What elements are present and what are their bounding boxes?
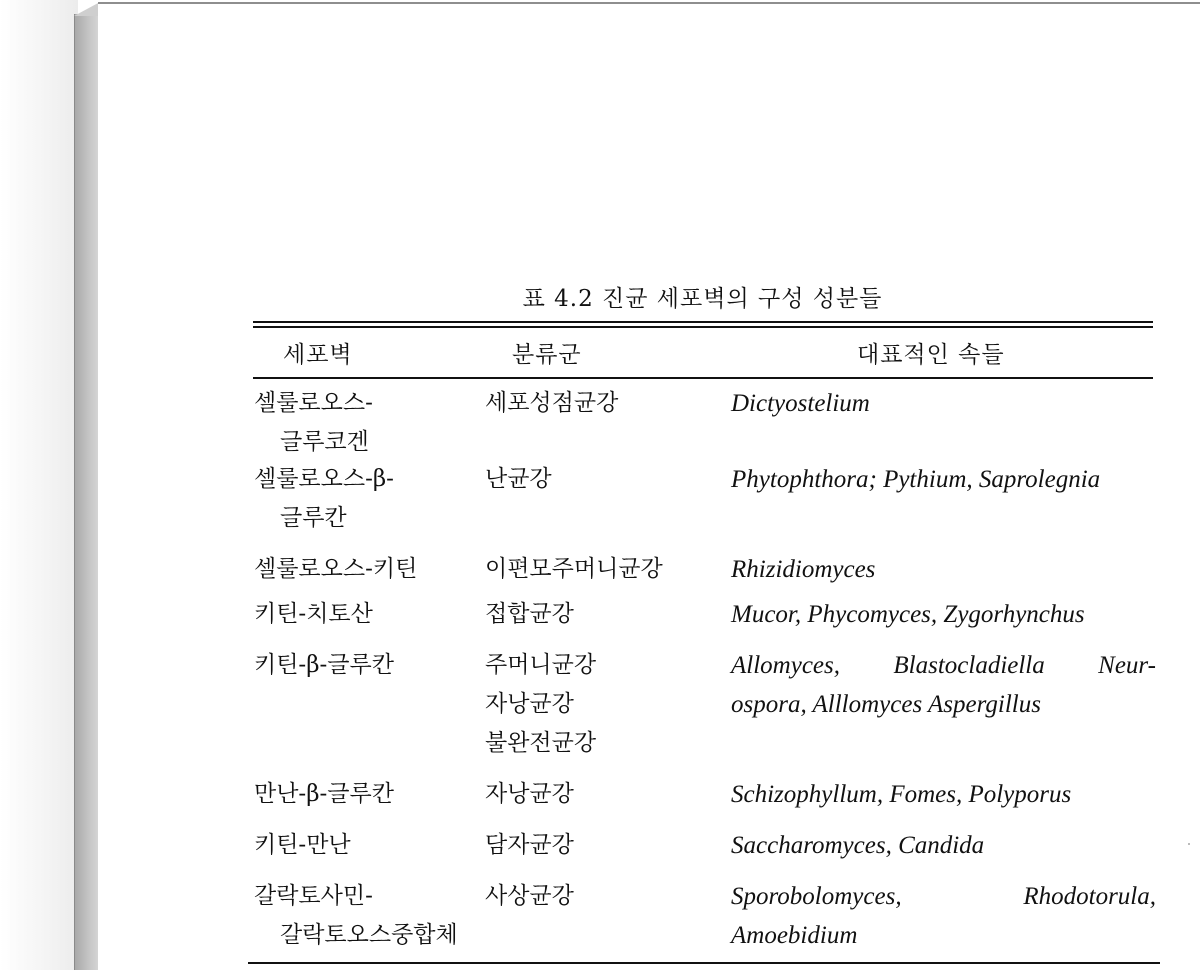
cell-text-line: ospora, Alllomyces Aspergillus <box>731 691 1041 718</box>
cell-text-line: 키틴-만난 <box>254 832 351 858</box>
cell-text-line: 세포성점균강 <box>485 390 619 416</box>
column-header-taxon: 분류군 <box>512 342 582 368</box>
cell-taxon <box>485 384 725 423</box>
cell-wall-composition <box>254 775 474 814</box>
cell-text-line: 자낭균강 <box>485 781 574 807</box>
cell-text-line: Rhizidiomyces <box>731 556 876 583</box>
cell-text-line: 담자균강 <box>485 832 574 858</box>
cell-wall-composition <box>254 646 474 685</box>
cell-text-line: 갈락토사민- <box>254 883 373 909</box>
table-caption: 표 4.2 진균 세포벽의 구성 성분들 <box>522 286 883 312</box>
cell-text-line: Allomyces, Blastocladiella Neur- <box>731 652 1156 679</box>
cell-text-line: 키틴-β-글루칸 <box>254 652 394 678</box>
cell-taxon <box>485 595 725 634</box>
cell-genera <box>731 775 1156 814</box>
cell-genera <box>731 595 1156 634</box>
cell-wall-composition <box>254 384 474 462</box>
cell-genera <box>731 877 1156 955</box>
cell-genera <box>731 550 1156 589</box>
page-edge-shadow <box>0 0 78 970</box>
cell-text-line: 주머니균강 <box>485 652 597 678</box>
cell-text-line: 사상균강 <box>485 883 574 909</box>
table-top-rule-double <box>253 326 1153 328</box>
cell-text-line: Schizophyllum, Fomes, Polyporus <box>731 781 1072 808</box>
cell-text-line: Dictyostelium <box>731 390 870 417</box>
cell-text-line: 셀룰로오스-β- <box>254 466 394 492</box>
cell-text-line: 불완전균강 <box>485 730 597 756</box>
cell-wall-composition <box>254 550 474 589</box>
cell-text-line: 셀룰로오스- <box>254 390 373 416</box>
cell-taxon <box>485 775 725 814</box>
cell-text-line: 이편모주머니균강 <box>485 556 663 582</box>
cell-wall-composition <box>254 826 474 865</box>
page-spine <box>74 14 99 970</box>
cell-text-line: Sporobolomyces, Rhodotorula, <box>731 883 1156 910</box>
cell-genera <box>731 460 1156 499</box>
cell-taxon <box>485 826 725 865</box>
column-header-cell-wall: 세포벽 <box>283 342 353 368</box>
cell-text-line: 글루칸 <box>280 505 347 531</box>
cell-text-line: 난균강 <box>485 466 552 492</box>
scan-speck <box>1188 843 1190 845</box>
cell-taxon <box>485 460 725 499</box>
cell-wall-composition <box>254 460 474 538</box>
cell-text-line: Amoebidium <box>731 922 858 949</box>
table-bottom-rule <box>248 962 1160 964</box>
cell-genera <box>731 384 1156 423</box>
cell-genera <box>731 826 1156 865</box>
cell-text-line: 접합균강 <box>485 601 574 627</box>
cell-wall-composition <box>254 877 474 955</box>
header-rule <box>253 377 1153 379</box>
table-top-rule <box>253 321 1153 323</box>
cell-text-line: 갈락토오스중합체 <box>280 922 458 948</box>
cell-text-line: 셀룰로오스-키틴 <box>254 556 418 582</box>
cell-text-line: Mucor, Phycomyces, Zygorhynchus <box>731 601 1085 628</box>
cell-text-line: 만난-β-글루칸 <box>254 781 394 807</box>
cell-genera <box>731 646 1156 724</box>
cell-taxon <box>485 646 725 763</box>
cell-text-line: 글루코겐 <box>280 429 369 455</box>
column-header-genera: 대표적인 속들 <box>857 342 1005 368</box>
cell-text-line: Phytophthora; Pythium, Saprolegnia <box>731 466 1101 493</box>
cell-text-line: 자낭균강 <box>485 691 574 717</box>
cell-taxon <box>485 550 725 589</box>
cell-text-line: 키틴-치토산 <box>254 601 373 627</box>
cell-taxon <box>485 877 725 916</box>
cell-text-line: Saccharomyces, Candida <box>731 832 985 859</box>
page-top-border <box>98 2 1200 4</box>
cell-wall-composition <box>254 595 474 634</box>
